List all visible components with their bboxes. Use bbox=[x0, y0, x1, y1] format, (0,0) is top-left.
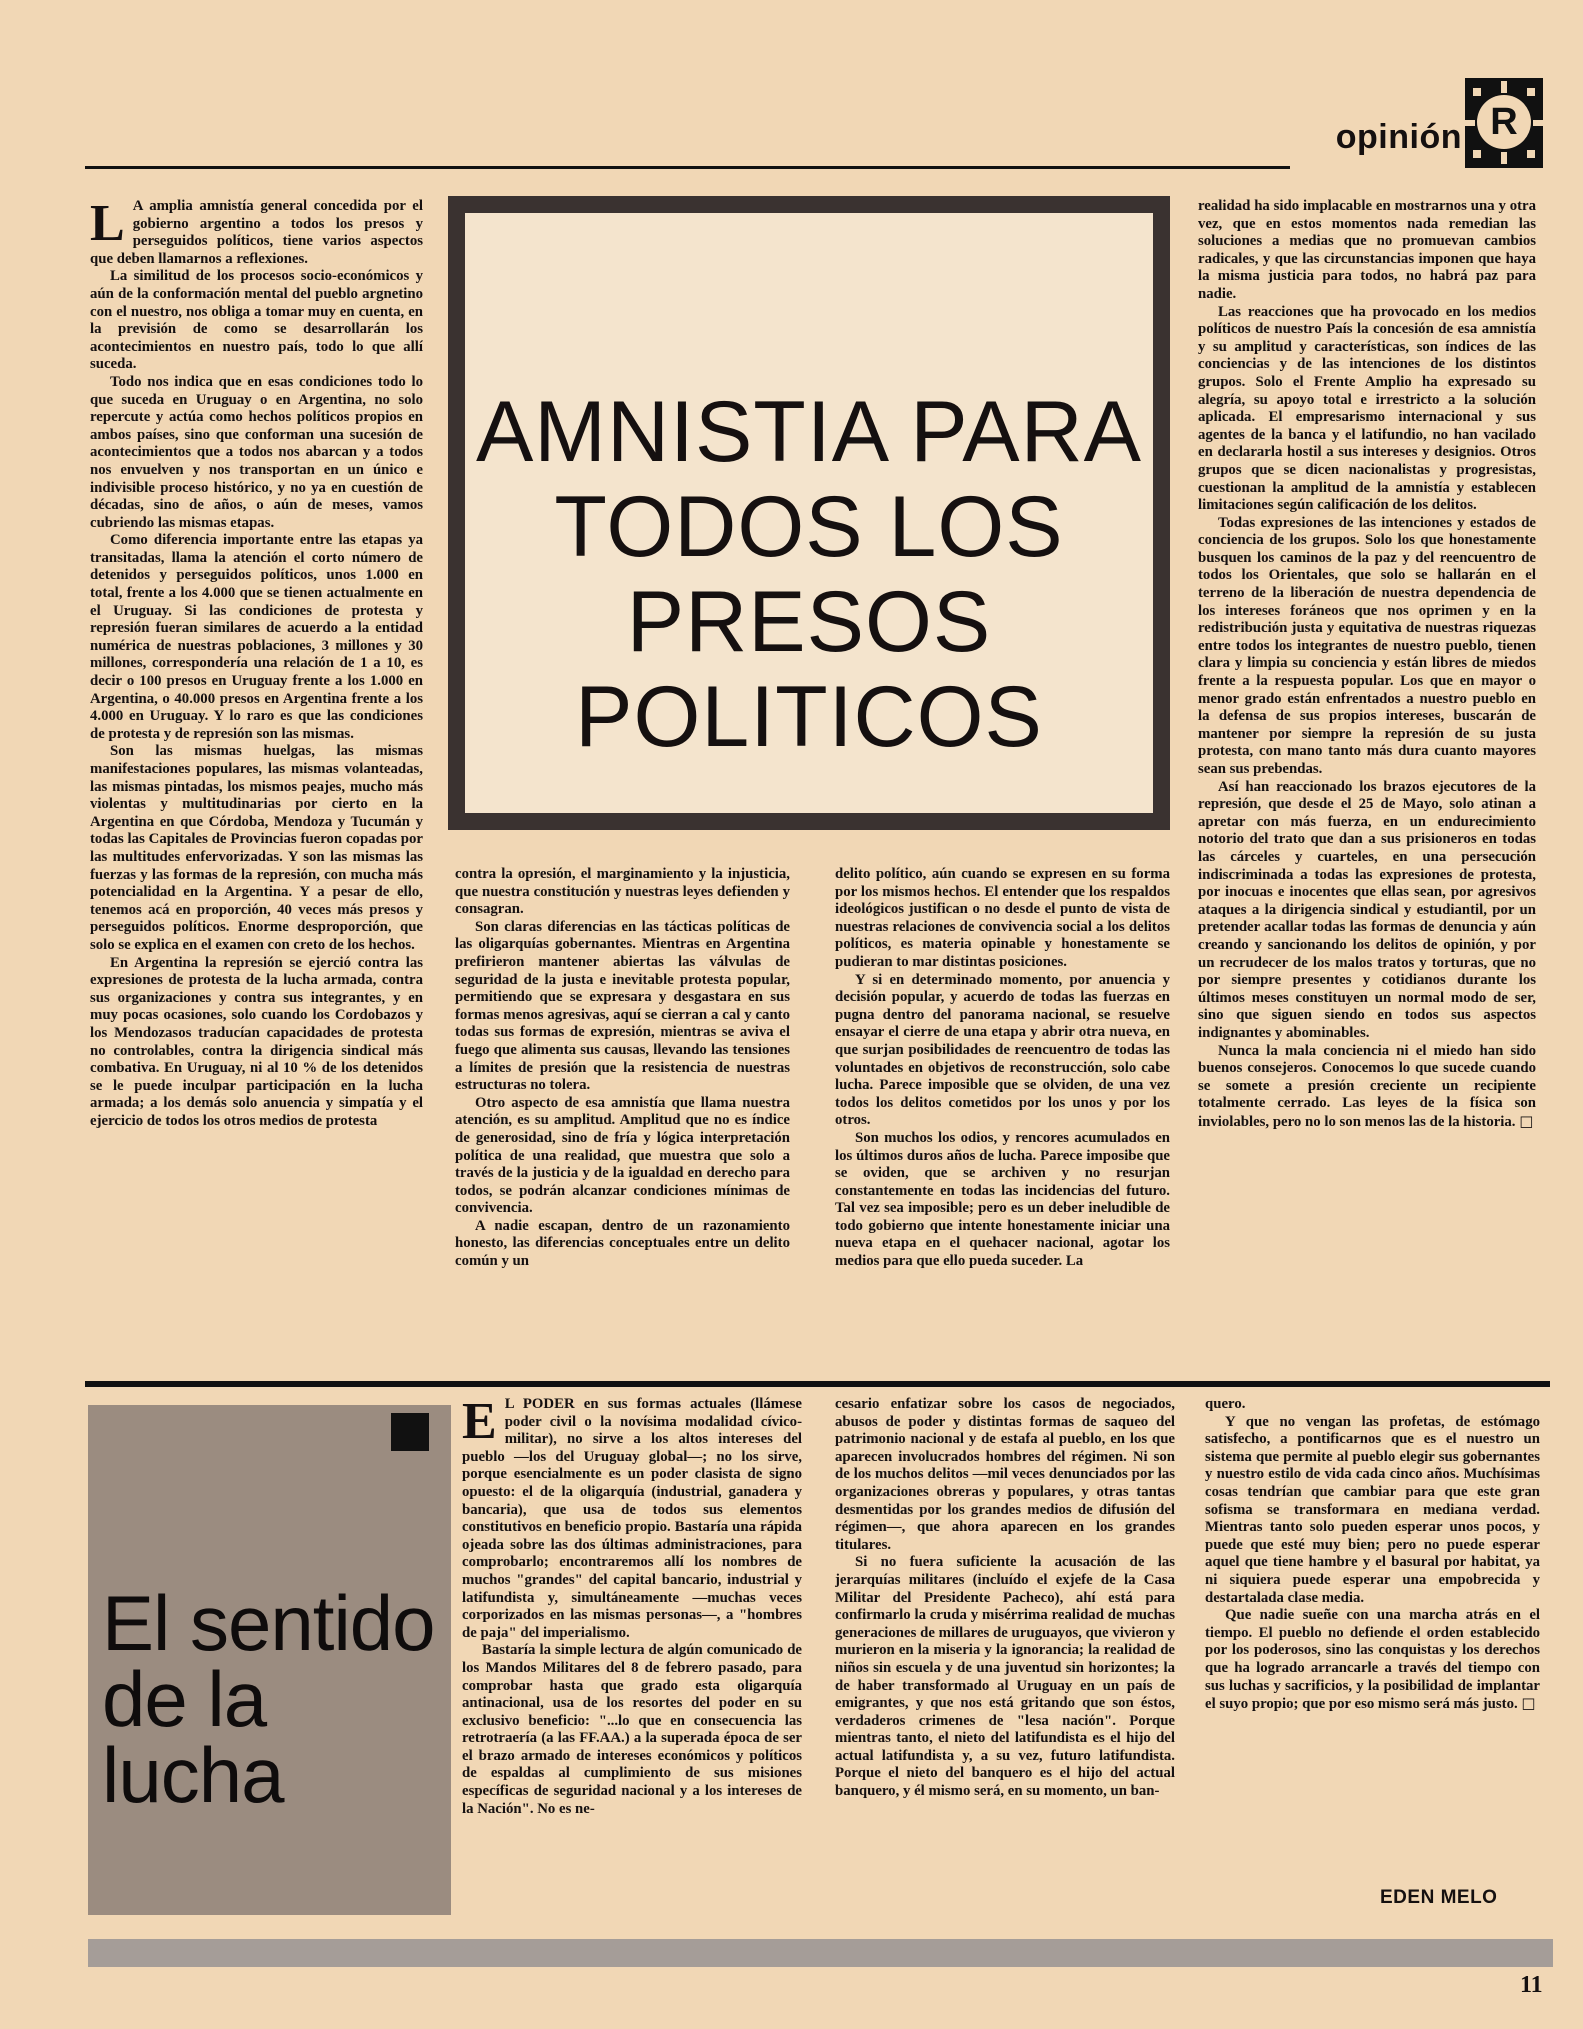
headline-amnistia: AMNISTIA PARA TODOS LOS PRESOS POLITICOS bbox=[475, 384, 1143, 765]
end-mark: □ bbox=[1521, 1695, 1536, 1713]
paragraph: L PODER en sus formas actuales (llámese poder civil o la novísima modalidad cívico-militar), no sirve a los altos intereses del pueblo —los del Uruguay global—; no los sirve, porque esencialmente es un poder clasista de signo opuesto: el de la oligarquía (industrial, ganadera y bancaria), que usa de todos sus elementos constitutivos en beneficio propio. Bastaría una rápida ojeada sobre las dos últimas administraciones, para comprobarlo; encontraremos allí los nombres de muchos "grandes" del capital bancario, industrial y latifundista y, simultáneamente —muchas veces corporizados en las mismas personas—, a "hombres de paja" del imperialismo. bbox=[462, 1396, 802, 1641]
section-label: opinión bbox=[1335, 118, 1462, 156]
end-mark: □ bbox=[1519, 1112, 1534, 1130]
page-number: 11 bbox=[1520, 1972, 1543, 1998]
paragraph: Son claras diferencias en las tácticas políticas de las oligarquías gobernantes. Mientras en Argentina prefirieron mantener abiertas las válvulas de seguridad de la justa e inevitable protesta popular, permitiendo que se expresara y desgastara en sus formas menos agresivas, aquí se cierran a cal y canto todas sus formas de expresión, mientras se aviva el fuego que alimenta sus causas, llevando las tensiones a límites de presión que la resistencia de nuestras estructuras no tolera. bbox=[455, 918, 790, 1094]
paragraph: Así han reaccionado los brazos ejecutores de la represión, que desde el 25 de Mayo, solo atinan a apretar con más fuerza, en un endurecimiento notorio del trato que dan a sus prisioneros en todas las cárceles y cuarteles, en una persecución indiscriminada a todas las expresiones de protesta, por inocuas e inocentes que ellas sean, por agresivos ataques a la dirigencia sindical y estudiantil, por un pretender acallar todas las formas de denuncia y aún creando y sancionando los delitos de opinión, y por un recrudecer de los malos tratos y torturas, que no por siempre presentes y cotidianos durante los últimos meses constituyen un normal modo de ser, sino que siguen siendo en todos sus aspectos indignantes y abominables. bbox=[1198, 778, 1536, 1041]
paragraph: En Argentina la represión se ejerció contra las expresiones de protesta de la lucha armada, contra sus organizaciones y contra sus integrantes, y en muy pocas ocasiones, solo cuando los Cordobazos y los Mendozasos traducían capacidades de protesta no controlables, contra la dirigencia sindical más combativa. En Uruguay, ni al 10 % de los detenidos se le puede inculpar participación en la lucha armada; a los demás solo anuencia y simpatía y el ejercicio de todos los otros medios de protesta bbox=[90, 954, 423, 1129]
paragraph: Como diferencia importante entre las etapas ya transitadas, llama la atención el corto número de detenidos y perseguidos políticos, unos 1.000 en total, frente a los 4.000 que se tienen actualmente en el Uruguay. Si las condiciones de protesta y represión fueran similares de acuerdo a la entidad numérica de nuestras poblaciones, 3 millones y 30 millones, correspondería una relación de 1 a 10, es decir o 100 presos en Uruguay frente a los 1.000 en Argentina, o 40.000 presos en Argentina frente a los 4.000 en Uruguay. Y lo raro es que las condiciones de protesta y de represión son las mismas. bbox=[90, 532, 423, 742]
headline-box-amnistia bbox=[448, 196, 1170, 830]
paragraph: Son las mismas huelgas, las mismas manifestaciones populares, las mismas volanteadas, las mismas pintadas, los mismos peajes, mucho más violentas y multitudinarias por cierto en la Argentina en que Córdoba, Mendoza y Tucumán y todas las Capitales de Provincias fueron copadas por las multitudes enfervorizadas. Y son las mismas las fuerzas y las formas de la represión, con mucha más potencialidad en la Argentina. Y a pesar de ello, tenemos acá en proporción, 40 veces más presos y perseguidos políticos. Enorme desproporción, que solo se explica en el examen con creto de los hechos. bbox=[90, 743, 423, 953]
paragraph: Y que no vengan las profetas, de estómago satisfecho, a pontificarnos que es el nuestro un sistema que permite al pueblo elegir sus gobernantes y nuestro estilo de vida cada cinco años. Muchísimas cosas tendrían que cambiar para que este gran sofisma se transformara en mediana verdad. Mientras tanto solo pueden esperar unos pocos, y puede que esté muy bien; pero no puede esperar aquel que tiene hambre y el basural por habitat, ya ni siquiera puede esperar una empobrecida y destartalada clase media. bbox=[1205, 1413, 1540, 1606]
paragraph: realidad ha sido implacable en mostrarnos una y otra vez, que en estos momentos nada remedian las soluciones a medias que no promuevan cambios radicales, y que las circunstancias imponen que haya la misma justicia para todos, no habrá paz para nadie. bbox=[1198, 198, 1536, 302]
logo-letter: R bbox=[1477, 95, 1531, 149]
dropcap-E: E bbox=[462, 1396, 497, 1450]
paragraph: delito político, aún cuando se expresen en su forma por los mismos hechos. El entender que los respaldos ideológicos justifican o no desde el punto de vista de nuestras relaciones de convivencia social a los delitos políticos, es materia opinable y honestamente se pudieran to mar distintas posiciones. bbox=[835, 866, 1170, 970]
paragraph: Nunca la mala conciencia ni el miedo han sido buenos consejeros. Conocemos lo que sucede cuando se somete a presión creciente un recipiente totalmente cerrado. Las leyes de la física son inviolables, pero no lo son menos las de la historia. bbox=[1198, 1042, 1536, 1130]
dropcap-L: L bbox=[90, 198, 125, 252]
paragraph: Son muchos los odios, y rencores acumulados en los últimos duros años de lucha. Parece imposibe que se oviden, que se archiven y no resurjan constantemente en todas las incidencias del futuro. Tal vez sea imposible; pero es un deber ineludible de todo gobierno que intente honestamente iniciar una nueva etapa en el quehacer nacional, agotar los medios para que ello pueda suceder. La bbox=[835, 1129, 1170, 1270]
article2-column-1 bbox=[462, 1396, 802, 1921]
paragraph: Bastaría la simple lectura de algún comunicado de los Mandos Militares del 8 de febrero pasado, para comprobar hasta que grado esta oligarquía antinacional, usa de los resortes del poder en su exclusivo beneficio: "...lo que en consecuencia las retrotraería (a las FF.AA.) a la superada época de ser el brazo armado de intereses económicos y políticos de espaldas al cumplimiento de sus misiones específicas de seguridad nacional y a los intereses de la Nación". No es ne- bbox=[462, 1642, 802, 1817]
black-square-ornament bbox=[391, 1413, 429, 1451]
article1-column-3 bbox=[835, 866, 1170, 1371]
paragraph: cesario enfatizar sobre los casos de negociados, abusos de poder y distintas formas de saqueo del patrimonio nacional y de estafa al pueblo, en los que aparecen involucrados hombres del régimen. Ni son de los muchos delitos —mil veces denunciados por las organizaciones obreras y populares, y otras tantas desmentidas por los grandes medios de difusión del régimen—, que ahora aparecen en los grandes titulares. bbox=[835, 1396, 1175, 1553]
paragraph: A nadie escapan, dentro de un razonamiento honesto, las diferencias conceptuales entre un delito común y un bbox=[455, 1217, 790, 1270]
paragraph: contra la opresión, el marginamiento y la injusticia, que nuestra constitución y nuestras leyes defienden y consagran. bbox=[455, 866, 790, 918]
paragraph: Que nadie sueñe con una marcha atrás en el tiempo. El pueblo no defiende el orden establecido por los poderosos, sino las conquistas y los derechos que ha logrado arrancarle a través del tiempo con sus luchas y sacrificios, y la posibilidad de implantar el suyo propio; que por eso mismo será más justo. bbox=[1205, 1607, 1540, 1713]
paragraph: quero. bbox=[1205, 1396, 1246, 1412]
article1-column-2 bbox=[455, 866, 790, 1371]
headline-box-lucha bbox=[88, 1405, 451, 1915]
paragraph: Todas expresiones de las intenciones y estados de conciencia de los grupos. Solo los que honestamente busquen los caminos de la paz y del reencuentro de todos los Orientales, que solo se hallarán en el terreno de la liberación de nuestra dependencia de los intereses foráneos que nos oprimen y en la redistribución justa y equitativa de nuestras riquezas entre todos los integrantes de nuestro pueblo, tienen clara y limpia su conciencia y están libres de miedos frente a la respuesta popular. Los que en mayor o menor grado están enfrentados a nuestro pueblo en la defensa de sus propios intereses, buscarán de mantener por siempre la represión de su justa protesta, con mano tanto más dura cuanto mayores sean sus prebendas. bbox=[1198, 514, 1536, 777]
magazine-logo bbox=[1465, 78, 1543, 168]
header-rule bbox=[85, 166, 1290, 169]
paragraph: La similitud de los procesos socio-económicos y aún de la conformación mental del pueblo argnetino con el nuestro, nos obliga a tomar muy en cuenta, en la previsión de como se desarrollarán los acontecimientos en nuestro país, todo lo que allí suceda. bbox=[90, 268, 423, 373]
paragraph: A amplia amnistía general concedida por el gobierno argentino a todos los presos y perseguidos políticos, tiene varios aspectos que deben llamarnos a reflexiones. bbox=[90, 198, 423, 267]
article2-column-3 bbox=[1205, 1396, 1540, 1811]
paragraph: Si no fuera suficiente la acusación de las jerarquías militares (incluído el exjefe de la Casa Militar del Presidente Pacheco), ahí está para confirmarlo la cruda y misérrima realidad de muchas generaciones de millares de uruguayos, que vivieron y murieron en la miseria y la ignorancia; la realidad de niños sin escuela y de una juventud sin horizontes; la de haber transformado al Uruguay en un país de emigrantes, y que nos está gritando que son éstos, verdaderos crimenes de "lesa nación". Porque mientras tanto, el nieto del latifundista es el hijo del actual latifundista y, a su vez, futuro latifundista. Porque el nieto del banquero es el hijo del actual banquero, y él mismo será, en su momento, un ban- bbox=[835, 1554, 1175, 1800]
paragraph: Las reacciones que ha provocado en los medios políticos de nuestro País la concesión de esa amnistía y su amplitud y características, son índices de las conciencias y de las intenciones de los distintos grupos. Solo el Frente Amplio ha expresado su alegría, su apoyo total e irrestricto a la solución aplicada. El empresarismo internacional y sus agentes de la banca y el latifundio, no han vacilado en declararla hostil a sus intereses y designios. Otros grupos que se dicen nacionalistas y progresistas, cuestionan la amplitud de la amnistía y establecen limitaciones según calificación de los delitos. bbox=[1198, 303, 1536, 514]
footer-bar bbox=[88, 1939, 1553, 1967]
paragraph: Y si en determinado momento, por anuencia y decisión popular, y acuerdo de todas las fuerzas en pugna dentro del panorama nacional, se resuelve ensayar el cierre de una etapa y abrir otra nueva, en que surjan posibilidades de reencuentro de todas las voluntades en objetivos de reconstrucción, solo cabe lucha. Parece imposible que se olviden, de una vez todos los delitos cometidos por los unos y por los otros. bbox=[835, 971, 1170, 1129]
section-divider bbox=[85, 1381, 1550, 1387]
byline: EDEN MELO bbox=[1380, 1887, 1498, 1908]
paragraph: Todo nos indica que en esas condiciones todo lo que suceda en Uruguay o en Argentina, no solo repercute y actúa como hechos políticos propios en ambos países, sino que conforman una sucesión de acontecimientos que a todos nos abarcan y a todos nos envuelven y nos transportan en un único e indivisible proceso histórico, y no ya en cuestión de décadas, sino de años, o aún de meses, vamos cubriendo las mismas etapas. bbox=[90, 373, 423, 531]
article1-column-1 bbox=[90, 198, 423, 1373]
article1-column-4 bbox=[1198, 198, 1536, 1373]
paragraph: Otro aspecto de esa amnistía que llama nuestra atención, es su amplitud. Amplitud que no es índice de generosidad, sino de fría y lógica interpretación política de una realidad, que muestra que solo a través de la justicia y de la igualdad en derecho para todos, se podrán alcanzar condiciones mínimas de convivencia. bbox=[455, 1094, 790, 1217]
headline-lucha: El sentido de la lucha bbox=[102, 1579, 435, 1819]
article2-column-2 bbox=[835, 1396, 1175, 1921]
